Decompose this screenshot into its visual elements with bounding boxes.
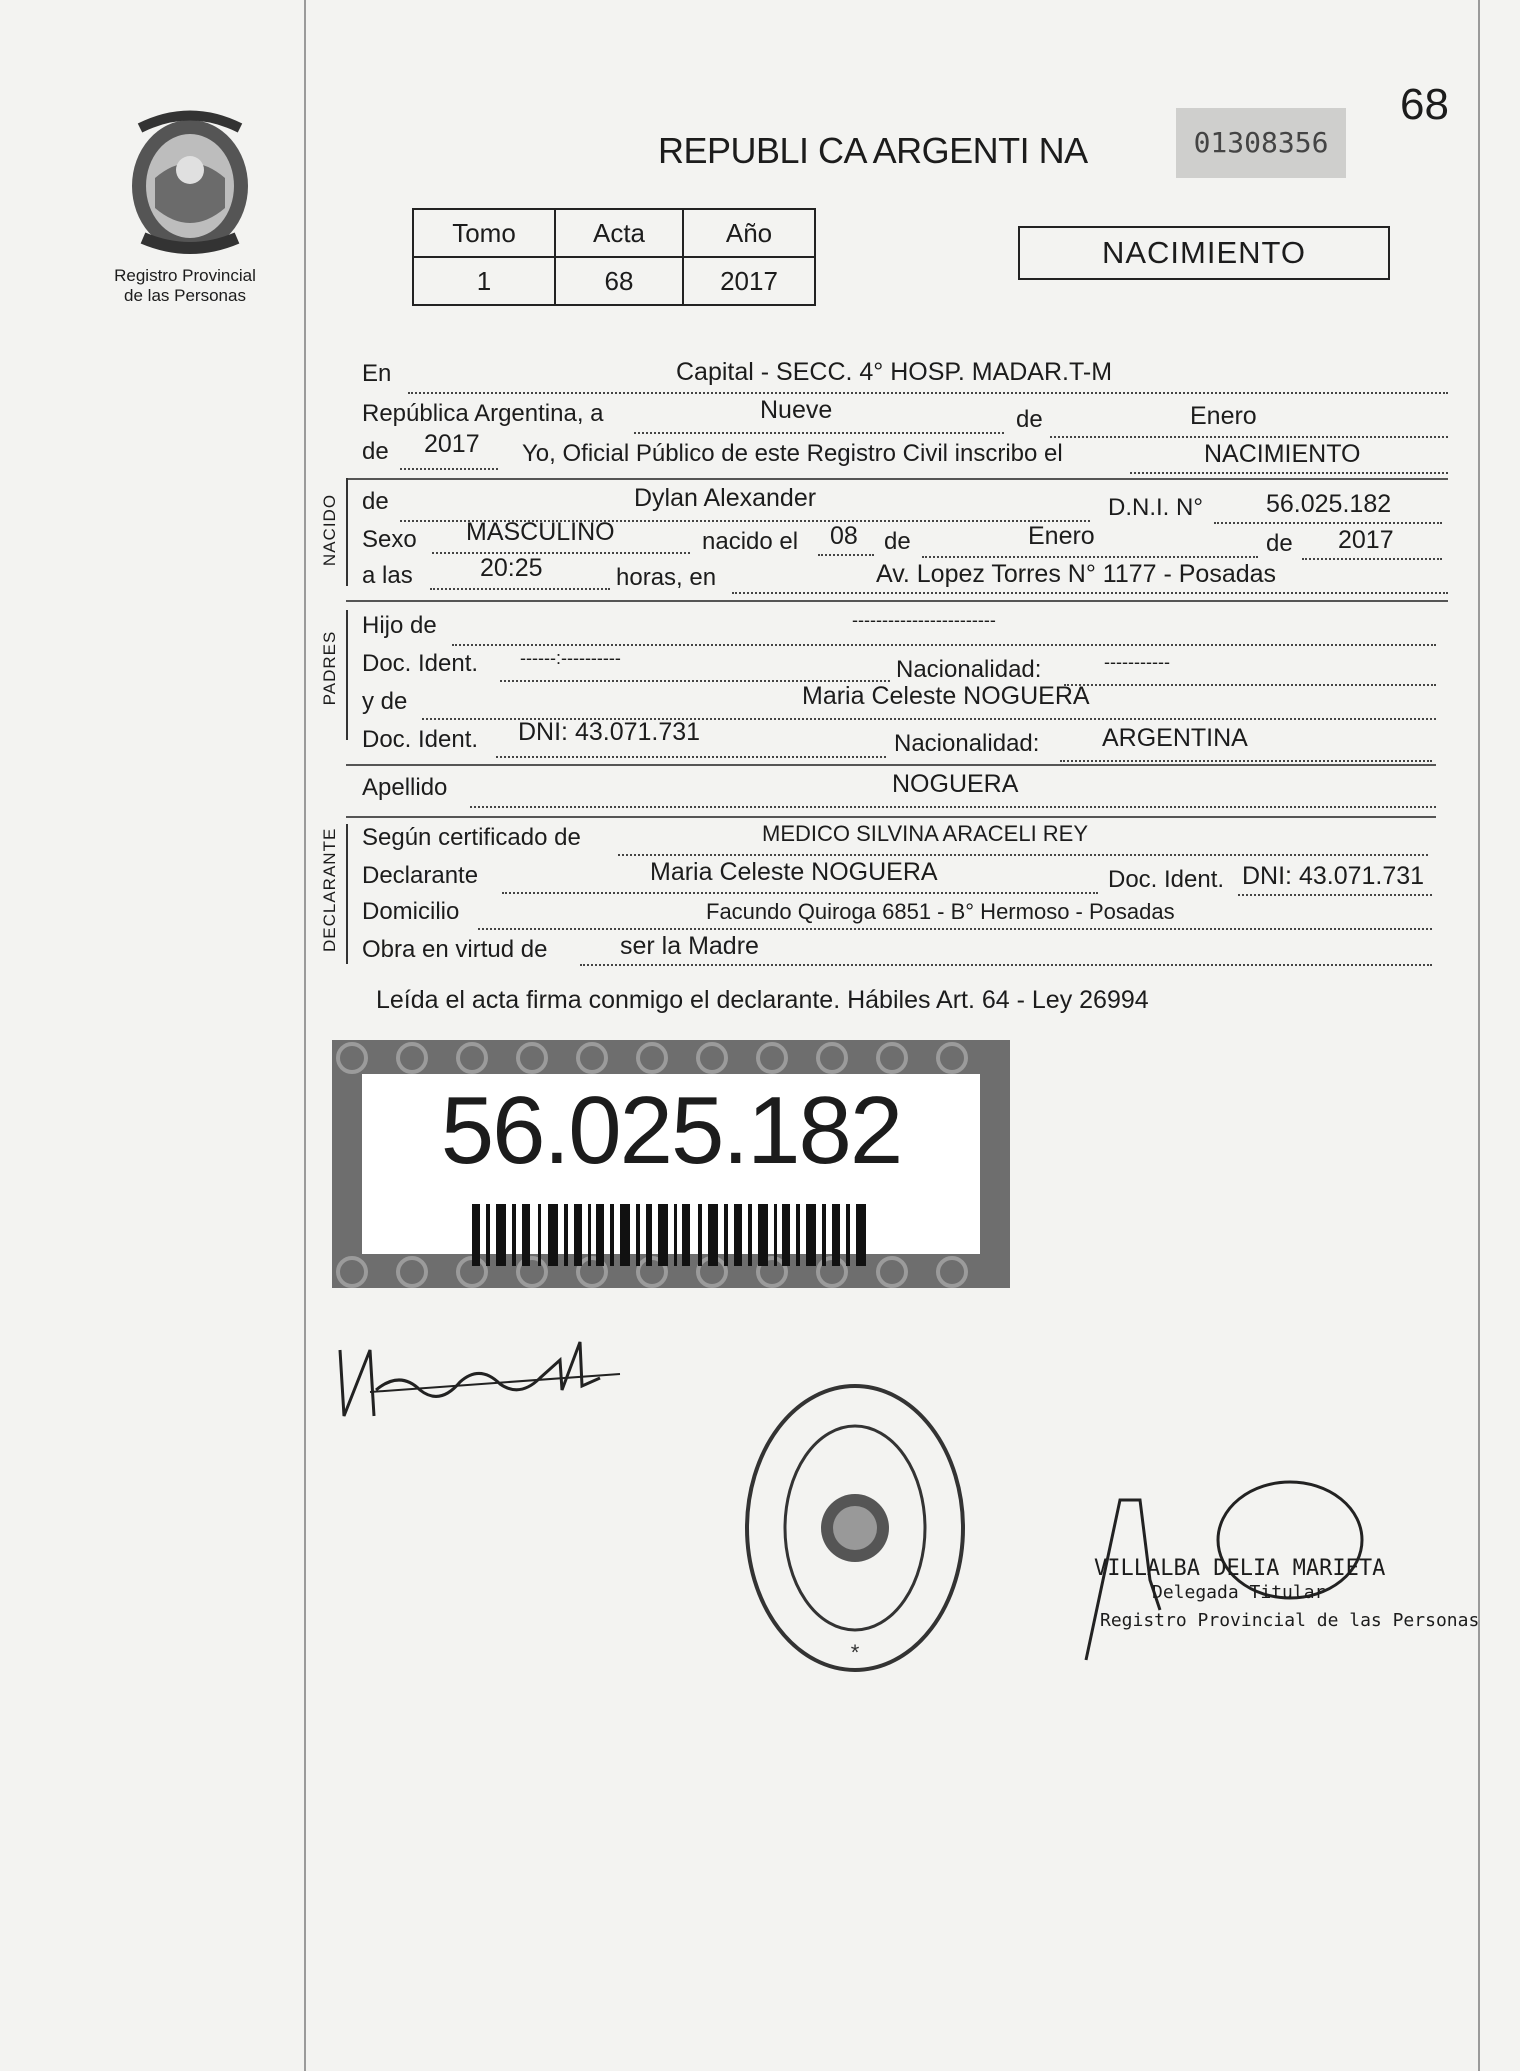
document-title: REPUBLI CA ARGENTI NA bbox=[658, 130, 1088, 171]
nacido-el-label: nacido el bbox=[702, 528, 799, 555]
official-stamp bbox=[740, 1378, 970, 1678]
nac1-value: ----------- bbox=[1104, 652, 1170, 672]
closing-text: Leída el acta firma conmigo el declarante. Hábiles Art. 64 - Ley 26994 bbox=[376, 986, 1149, 1014]
province-seal-logo bbox=[115, 108, 265, 258]
barcode-bars bbox=[472, 1204, 872, 1266]
decl-label: Declarante bbox=[362, 862, 479, 889]
dni-label: D.N.I. N° bbox=[1108, 494, 1203, 521]
barcode-sticker bbox=[332, 1040, 1010, 1288]
madre-value: Maria Celeste NOGUERA bbox=[802, 682, 1090, 710]
sexo-label: Sexo bbox=[362, 526, 417, 553]
decl-doc-value: DNI: 43.071.731 bbox=[1242, 862, 1425, 890]
nacido-band bbox=[346, 478, 348, 586]
decl-doc-label: Doc. Ident. bbox=[1108, 866, 1225, 893]
header-tomo: Tomo bbox=[413, 209, 555, 257]
dni-value: 56.025.182 bbox=[1266, 490, 1392, 518]
name-value: Dylan Alexander bbox=[634, 484, 817, 512]
rep-day-value: Nueve bbox=[760, 396, 833, 424]
padres-label: PADRES bbox=[320, 630, 339, 706]
header-anio: Año bbox=[683, 209, 815, 257]
divider-2 bbox=[346, 600, 1448, 602]
officer-value: NACIMIENTO bbox=[1204, 440, 1361, 468]
yde-label: y de bbox=[362, 688, 408, 715]
year-label: de bbox=[362, 438, 389, 465]
value-acta: 68 bbox=[555, 257, 683, 305]
nac1-label: Nacionalidad: bbox=[896, 656, 1042, 683]
hora-label: a las bbox=[362, 562, 413, 589]
hijo-label: Hijo de bbox=[362, 612, 437, 639]
tomo-acta-table bbox=[412, 208, 816, 306]
doc2-value: DNI: 43.071.731 bbox=[518, 718, 701, 746]
declarante-band bbox=[346, 824, 348, 964]
obra-label: Obra en virtud de bbox=[362, 936, 548, 963]
official-org: Registro Provincial de las Personas bbox=[1100, 1610, 1480, 1631]
nacido-label: NACIDO bbox=[320, 493, 339, 567]
control-number: 01308356 bbox=[1176, 108, 1346, 178]
apellido-label: Apellido bbox=[362, 774, 448, 801]
nacido-day-value: 08 bbox=[830, 522, 858, 550]
nac2-label: Nacionalidad: bbox=[894, 730, 1040, 757]
lugar-value: Av. Lopez Torres N° 1177 - Posadas bbox=[876, 560, 1277, 588]
nacido-year-label: de bbox=[1266, 530, 1293, 557]
left-margin-line bbox=[304, 0, 306, 2071]
value-anio: 2017 bbox=[683, 257, 815, 305]
en-value: Capital - SECC. 4° HOSP. MADAR.T-M bbox=[676, 358, 1113, 386]
official-name: VILLALBA DELIA MARIETA bbox=[1094, 1556, 1386, 1581]
barcode-label bbox=[362, 1074, 980, 1254]
doc2-label: Doc. Ident. bbox=[362, 726, 479, 753]
padres-band bbox=[346, 610, 348, 740]
value-tomo: 1 bbox=[413, 257, 555, 305]
divider-1 bbox=[346, 478, 1448, 480]
barcode-number: 56.025.182 bbox=[440, 1077, 902, 1184]
dom-label: Domicilio bbox=[362, 898, 460, 925]
dom-value: Facundo Quiroga 6851 - B° Hermoso - Posadas bbox=[706, 899, 1175, 924]
republica-label: República Argentina, a bbox=[362, 400, 604, 427]
cert-label: Según certificado de bbox=[362, 824, 581, 851]
official-role: Delegada Titular bbox=[1152, 1582, 1326, 1603]
doc1-value: ------:---------- bbox=[520, 648, 621, 668]
page-number: 68 bbox=[1400, 80, 1449, 129]
nacido-year-value: 2017 bbox=[1338, 526, 1394, 554]
sexo-value: MASCULINO bbox=[466, 518, 615, 546]
decl-value: Maria Celeste NOGUERA bbox=[650, 858, 938, 886]
divider-3 bbox=[346, 764, 1436, 766]
nacido-de-label: de bbox=[884, 528, 911, 555]
cert-value: MEDICO SILVINA ARACELI REY bbox=[762, 821, 1089, 846]
obra-value: ser la Madre bbox=[620, 932, 759, 960]
declarante-label: DECLARANTE bbox=[320, 827, 339, 952]
header-acta: Acta bbox=[555, 209, 683, 257]
registry-caption: Registro Provincial de las Personas bbox=[114, 266, 256, 305]
year-value: 2017 bbox=[424, 430, 480, 458]
rep-month-value: Enero bbox=[1190, 402, 1257, 430]
officer-text: Yo, Oficial Público de este Registro Civil inscribo el bbox=[522, 440, 1063, 467]
horas-label: horas, en bbox=[616, 564, 717, 591]
hora-value: 20:25 bbox=[480, 554, 543, 582]
declarant-signature bbox=[330, 1320, 630, 1430]
en-label: En bbox=[362, 360, 392, 387]
act-type-box: NACIMIENTO bbox=[1018, 226, 1390, 280]
nacido-month-value: Enero bbox=[1028, 522, 1095, 550]
rep-de-label: de bbox=[1016, 406, 1043, 433]
svg-text:*: * bbox=[850, 1640, 860, 1665]
name-label: de bbox=[362, 488, 389, 515]
nac2-value: ARGENTINA bbox=[1102, 724, 1248, 752]
doc1-label: Doc. Ident. bbox=[362, 650, 479, 677]
right-margin-line bbox=[1478, 0, 1480, 2071]
hijo-value: ------------------------ bbox=[852, 610, 996, 630]
divider-4 bbox=[346, 816, 1436, 818]
apellido-value: NOGUERA bbox=[892, 770, 1019, 798]
